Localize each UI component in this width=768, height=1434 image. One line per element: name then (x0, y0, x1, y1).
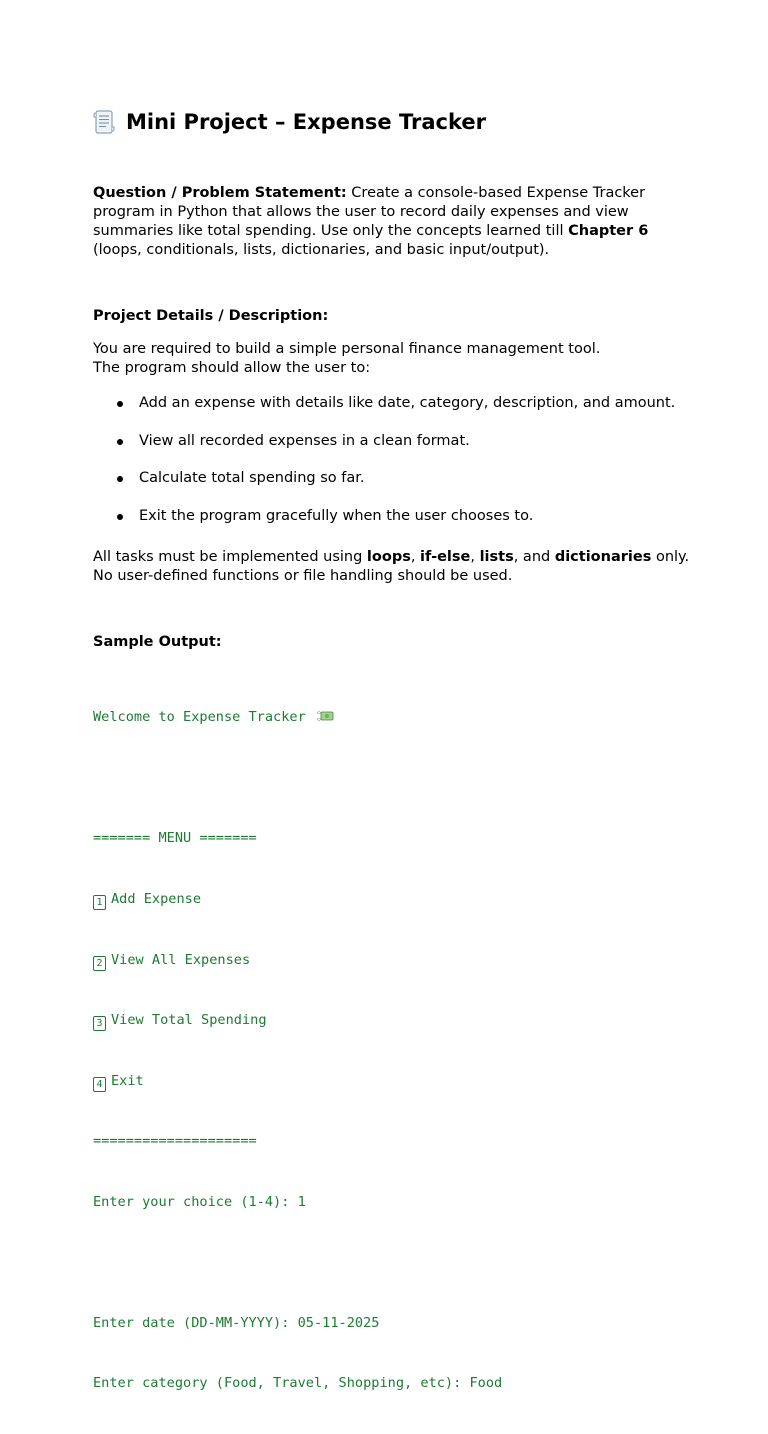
console-menu-item (93, 950, 693, 970)
sample-output-heading: Sample Output: (93, 633, 222, 650)
list-item: View all recorded expenses in a clean format. (93, 432, 693, 451)
problem-statement (93, 184, 693, 260)
list-item: Calculate total spending so far. (93, 469, 693, 488)
problem-statement-scope: (loops, conditionals, lists, dictionaries, and basic input/output). (93, 241, 550, 258)
chapter-reference: Chapter 6 (568, 222, 649, 239)
document-page (93, 108, 693, 1434)
keycap-4-icon: 4 (93, 1077, 106, 1092)
keyword-dictionaries: dictionaries (554, 548, 652, 565)
console-welcome-line (93, 707, 693, 727)
console-menu-item (93, 1071, 693, 1091)
scroll-icon (93, 109, 115, 135)
keycap-3-icon: 3 (93, 1016, 106, 1031)
sample-output-console (93, 667, 693, 1434)
constraints-separator: , (470, 548, 480, 565)
task-list (93, 394, 693, 526)
money-with-wings-icon (316, 709, 334, 723)
console-menu-item-label: View Total Spending (111, 1012, 267, 1029)
console-menu-item-label: Add Expense (111, 890, 202, 907)
console-menu-footer: ==================== (93, 1133, 257, 1150)
list-item: Add an expense with details like date, category, description, and amount. (93, 394, 693, 413)
constraints-paragraph (93, 548, 693, 586)
console-menu-item (93, 1010, 693, 1030)
keyword-if-else: if-else (420, 548, 471, 565)
console-menu-item (93, 889, 693, 909)
problem-statement-label: Question / Problem Statement: (93, 185, 347, 201)
keycap-2-icon: 2 (93, 956, 106, 971)
page-title (93, 108, 693, 136)
problem-statement-text: Create a console-based Expense Tracker program in Python that allows the user to record daily expenses and view summaries like total spending. Use only the concepts learned till (93, 185, 646, 239)
keyword-loops: loops (366, 548, 411, 565)
details-intro-line-2: The program should allow the user to: (93, 359, 371, 376)
list-item: Exit the program gracefully when the user chooses to. (93, 507, 693, 526)
console-date-prompt: Enter date (DD-MM-YYYY): 05-11-2025 (93, 1314, 380, 1331)
console-welcome-text: Welcome to Expense Tracker (93, 709, 306, 726)
console-menu-item-label: Exit (111, 1072, 144, 1089)
details-heading: Project Details / Description: (93, 307, 329, 324)
constraints-separator: , (410, 548, 421, 565)
constraints-text: All tasks must be implemented using (93, 548, 367, 565)
details-intro-line-1: You are required to build a simple personal finance management tool. (93, 340, 601, 357)
keyword-lists: lists (479, 548, 514, 565)
page-title-text: Mini Project – Expense Tracker (126, 110, 486, 134)
keycap-1-icon: 1 (93, 895, 106, 910)
console-menu-item-label: View All Expenses (111, 951, 251, 968)
constraints-separator: , and (513, 548, 555, 565)
console-menu-header: ======= MENU ======= (93, 830, 257, 847)
console-category-prompt: Enter category (Food, Travel, Shopping, etc): Food (93, 1375, 503, 1392)
constraints-text-end: only. No user-defined functions or file handling should be used. (93, 548, 690, 584)
details-intro (93, 340, 693, 378)
console-choice-prompt: Enter your choice (1-4): 1 (93, 1193, 306, 1210)
